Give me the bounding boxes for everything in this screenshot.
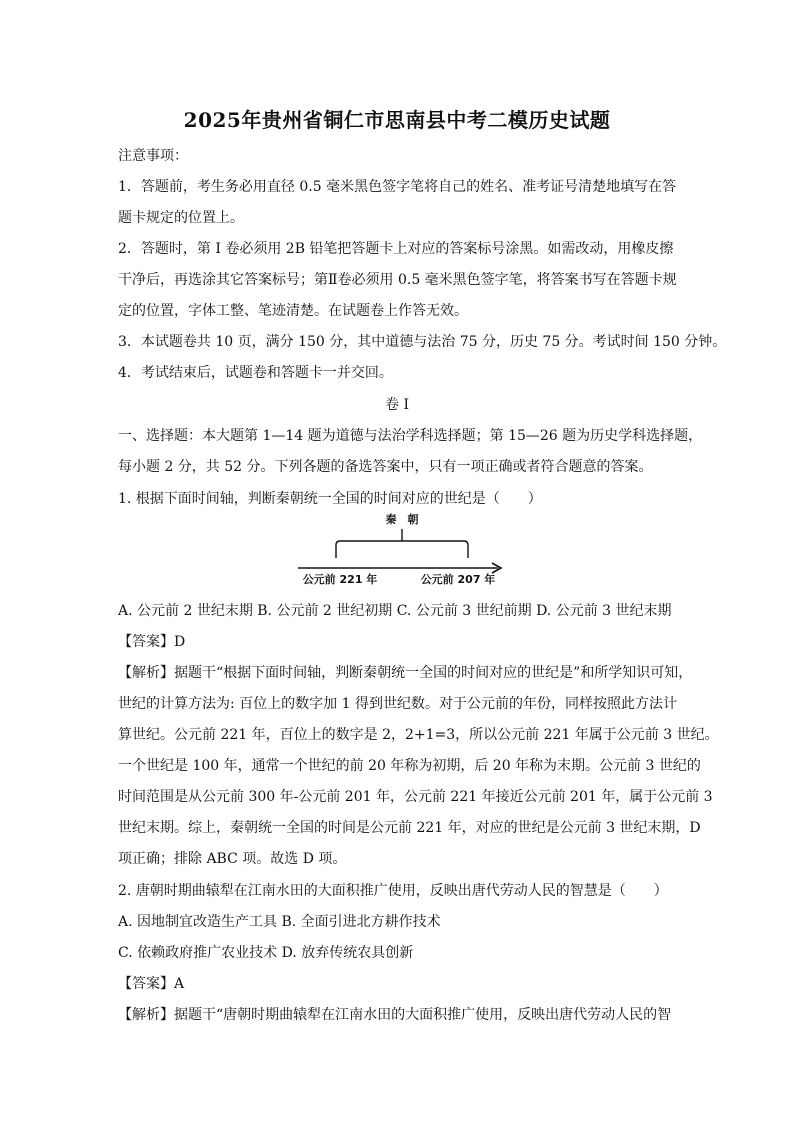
question-1-analysis: 【解析】据题干“根据下面时间轴，判断秦朝统一全国的时间对应的世纪是”和所学知识可知， [118, 665, 693, 681]
question-1-analysis: 世纪的计算方法为: 百位上的数字加 1 得到世纪数。对于公元前的年份，同样按照此方法计 [118, 696, 677, 712]
question-1-answer: 【答案】D [118, 634, 186, 650]
timeline-start-label: 公元前 221 年 [302, 573, 378, 586]
section-instructions: 每小题 2 分，共 52 分。下列各题的备选答案中，只有一项正确或者符合题意的答案。 [118, 459, 653, 475]
question-1-analysis: 世纪末期。综上，秦朝统一全国的时间是公元前 221 年，对应的世纪是公元前 3 世纪末期，D [118, 820, 701, 836]
question-2-options: A. 因地制宜改造生产工具 B. 全面引进北方耕作技术 [118, 914, 441, 930]
timeline-dynasty-label: 秦 朝 [385, 513, 419, 526]
qin-dynasty-timeline [296, 511, 506, 591]
notice-line: 3．本试题卷共 10 页，满分 150 分，其中道德与法治 75 分，历史 75 分。考试时间 150 分钟。 [118, 334, 727, 350]
section-instructions: 一、选择题：本大题第 1—14 题为道德与法治学科选择题；第 15—26 题为历史学科选择题， [118, 428, 703, 444]
question-1-analysis: 一个世纪是 100 年，通常一个世纪的前 20 年称为初期，后 20 年称为末期。公元前 3 世纪的 [118, 758, 701, 774]
notice-heading: 注意事项： [118, 148, 188, 164]
timeline-end-label: 公元前 207 年 [420, 573, 496, 586]
notice-line: 干净后，再选涂其它答案标号；第Ⅱ卷必须用 0.5 毫米黑色签字笔，将答案书写在答题卡规 [118, 272, 677, 288]
notice-line: 定的位置，字体工整、笔迹清楚。在试题卷上作答无效。 [118, 303, 468, 319]
notice-line: 4．考试结束后，试题卷和答题卡一并交回。 [118, 365, 393, 381]
question-2-options: C. 依赖政府推广农业技术 D. 放弃传统农具创新 [118, 945, 414, 961]
question-2-analysis: 【解析】据题干“唐朝时期曲辕犁在江南水田的大面积推广使用，反映出唐代劳动人民的智 [118, 1007, 672, 1023]
notice-line: 2．答题时，第 I 卷必须用 2B 铅笔把答题卡上对应的答案标号涂黑。如需改动，用橡皮擦 [118, 241, 674, 257]
question-2-answer: 【答案】A [118, 976, 185, 992]
volume-label: 卷 I [385, 397, 409, 413]
timeline-bracket [336, 529, 468, 558]
question-1-stem: 1. 根据下面时间轴，判断秦朝统一全国的时间对应的世纪是（ ） [118, 491, 542, 507]
notice-line: 1．答题前，考生务必用直径 0.5 毫米黑色签字笔将自己的姓名、准考证号清楚地填写在答 [118, 179, 677, 195]
question-1-options: A. 公元前 2 世纪末期 B. 公元前 2 世纪初期 C. 公元前 3 世纪前期 D. 公元前 3 世纪末期 [118, 603, 672, 619]
page-title: 2025年贵州省铜仁市思南县中考二模历史试题 [183, 108, 611, 132]
notice-line: 题卡规定的位置上。 [118, 210, 244, 226]
question-1-analysis: 项正确；排除 ABC 项。故选 D 项。 [118, 851, 347, 867]
question-2-stem: 2. 唐朝时期曲辕犁在江南水田的大面积推广使用，反映出唐代劳动人民的智慧是（ ） [118, 883, 668, 899]
question-1-analysis: 算世纪。公元前 221 年，百位上的数字是 2，2+1=3，所以公元前 221 年属于公元前 3 世纪。 [118, 727, 719, 743]
question-1-analysis: 时间范围是从公元前 300 年-公元前 201 年，公元前 221 年接近公元前 201 年，属于公元前 3 [118, 789, 713, 805]
